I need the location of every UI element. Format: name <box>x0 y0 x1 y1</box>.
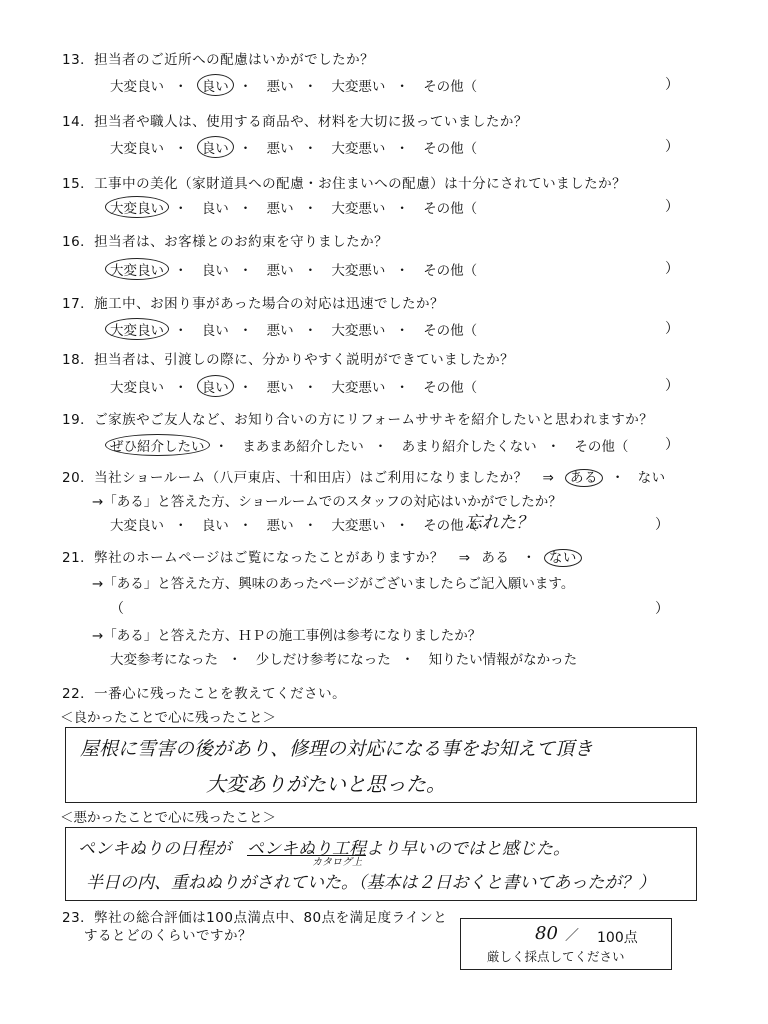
q21-paren-close: ） <box>655 601 669 617</box>
q20-question: 20．当社ショールーム（八戸東店、十和田店）はご利用になりましたか？ ⇒ ある ・ ない <box>62 470 666 486</box>
q15-opt-2[interactable]: 良い <box>201 201 229 217</box>
q19-options: ぜひ紹介したい ・ まあまあ紹介したい ・ あまり紹介したくない ・ その他（ <box>110 434 628 456</box>
q21-sub2: →「ある」と答えた方、ＨＰの施工事例は参考になりましたか？ <box>92 628 482 644</box>
q23-score: 80 <box>535 923 558 944</box>
q16-paren: ） <box>665 261 679 277</box>
q23-max: 100点 <box>597 930 638 946</box>
q22-good-line1: 屋根に雪害の後があり、修理の対応になる事をお知えて頂き <box>80 738 594 760</box>
q23-score-box[interactable] <box>460 918 672 970</box>
q21-opt-2[interactable]: 少しだけ参考になった <box>255 652 391 668</box>
q15-opt-3[interactable]: 悪い <box>266 201 294 217</box>
q19-question: 19．ご家族やご友人など、お知り合いの方にリフォームササキを紹介したいと思われますか？ <box>62 412 654 428</box>
q14-opt-5[interactable]: その他（ <box>423 141 478 157</box>
q23-question-line2: するとどのくらいですか？ <box>84 928 252 944</box>
q20-question-text: 20．当社ショールーム（八戸東店、十和田店）はご利用になりましたか？ <box>62 470 528 486</box>
q21-opt-1[interactable]: 大変参考になった <box>110 652 218 668</box>
q17-question: 17．施工中、お困り事があった場合の対応は迅速でしたか？ <box>62 296 445 312</box>
q13-paren: ） <box>665 77 679 93</box>
q18-opt-3[interactable]: 悪い <box>266 380 294 396</box>
q20-opt-4[interactable]: 大変悪い <box>331 518 386 534</box>
q20-opt-2[interactable]: 良い <box>201 518 229 534</box>
q20-no[interactable]: ない <box>637 470 666 486</box>
q14-opt-4[interactable]: 大変悪い <box>331 141 386 157</box>
q20-sub-question: →「ある」と答えた方、ショールームでのスタッフの対応はいかがでしたか？ <box>92 494 562 510</box>
q19-opt-2[interactable]: まあまあ紹介したい <box>242 439 364 455</box>
q16-opt-1-selected[interactable]: 大変良い <box>105 258 169 280</box>
q22-bad-line1-underlined: ペンキぬり工程 <box>247 839 366 859</box>
q23-note: 厳しく採点してください <box>487 949 625 964</box>
q15-opt-4[interactable]: 大変悪い <box>331 201 386 217</box>
q18-opt-4[interactable]: 大変悪い <box>331 380 386 396</box>
q17-opt-3[interactable]: 悪い <box>266 323 294 339</box>
q17-opt-5[interactable]: その他（ <box>423 323 478 339</box>
q17-opt-1-selected[interactable]: 大変良い <box>105 318 169 340</box>
q20-opt-5[interactable]: その他（ <box>423 518 478 534</box>
q21-paren-open: （ <box>110 601 124 617</box>
q20-paren: ） <box>655 517 669 533</box>
q14-options: 大変良い ・ 良い ・ 悪い ・ 大変悪い ・ その他（ <box>110 136 477 158</box>
q23-slash: ／ <box>565 928 579 944</box>
q22-bad-line1-start: ペンキぬりの日程が <box>78 839 231 859</box>
q18-options: 大変良い ・ 良い ・ 悪い ・ 大変悪い ・ その他（ <box>110 375 477 397</box>
q17-opt-4[interactable]: 大変悪い <box>331 323 386 339</box>
q13-opt-4[interactable]: 大変悪い <box>331 79 386 95</box>
q20-opt-1[interactable]: 大変良い <box>110 518 164 534</box>
q20-yes-selected[interactable]: ある <box>565 469 603 487</box>
q20-handwritten: 忘れた？ <box>465 513 533 533</box>
q22-bad-label: ＜悪かったことで心に残ったこと＞ <box>60 810 276 826</box>
q19-opt-1-selected[interactable]: ぜひ紹介したい <box>105 434 210 456</box>
q20-opt-3[interactable]: 悪い <box>266 518 294 534</box>
q20-arrow: ⇒ <box>542 470 555 486</box>
q22-good-box[interactable] <box>65 727 697 803</box>
q14-opt-3[interactable]: 悪い <box>266 141 294 157</box>
q13-opt-3[interactable]: 悪い <box>266 79 294 95</box>
q21-yes[interactable]: ある <box>481 550 510 566</box>
q21-sub1: →「ある」と答えた方、興味のあったページがございましたらご記入願います。 <box>92 576 575 592</box>
q21-arrow: ⇒ <box>458 550 471 566</box>
q22-bad-note: カタログ上 <box>312 857 362 868</box>
q21-question-text: 21．弊社のホームページはご覧になったことがありますか？ <box>62 550 444 566</box>
q20-options: 大変良い ・ 良い ・ 悪い ・ 大変悪い ・ その他（ <box>110 514 477 534</box>
q13-question: 13．担当者のご近所への配慮はいかがでしたか？ <box>62 52 375 68</box>
q21-options: 大変参考になった ・ 少しだけ参考になった ・ 知りたい情報がなかった <box>110 648 577 668</box>
q13-options: 大変良い ・ 良い ・ 悪い ・ 大変悪い ・ その他（ <box>110 74 477 96</box>
q19-opt-4[interactable]: その他（ <box>574 439 629 455</box>
q19-opt-3[interactable]: あまり紹介したくない <box>401 439 537 455</box>
q17-options: 大変良い ・ 良い ・ 悪い ・ 大変悪い ・ その他（ <box>110 318 477 340</box>
q16-opt-4[interactable]: 大変悪い <box>331 263 386 279</box>
q21-no-selected[interactable]: ない <box>544 549 582 567</box>
q15-opt-1-selected[interactable]: 大変良い <box>105 196 169 218</box>
q18-opt-5[interactable]: その他（ <box>423 380 478 396</box>
q14-question: 14．担当者や職人は、使用する商品や、材料を大切に扱っていましたか？ <box>62 114 528 130</box>
q22-good-line2: 大変ありがたいと思った。 <box>206 772 446 796</box>
q14-opt-1[interactable]: 大変良い <box>110 141 164 157</box>
q22-question: 22．一番心に残ったことを教えてください。 <box>62 686 347 702</box>
q17-opt-2[interactable]: 良い <box>201 323 229 339</box>
q13-opt-5[interactable]: その他（ <box>423 79 478 95</box>
q14-opt-2-selected[interactable]: 良い <box>197 136 234 158</box>
q14-paren: ） <box>665 139 679 155</box>
q15-options: 大変良い ・ 良い ・ 悪い ・ 大変悪い ・ その他（ <box>110 196 477 218</box>
q15-question: 15．工事中の美化（家財道具への配慮・お住まいへの配慮）は十分にされていましたか？ <box>62 176 627 192</box>
q18-opt-2-selected[interactable]: 良い <box>197 375 234 397</box>
q16-question: 16．担当者は、お客様とのお約束を守りましたか？ <box>62 234 389 250</box>
q16-opt-5[interactable]: その他（ <box>423 263 478 279</box>
q17-paren: ） <box>665 321 679 337</box>
q16-opt-2[interactable]: 良い <box>201 263 229 279</box>
q18-question: 18．担当者は、引渡しの際に、分かりやすく説明ができていましたか？ <box>62 352 515 368</box>
q13-opt-1[interactable]: 大変良い <box>110 79 164 95</box>
q16-options: 大変良い ・ 良い ・ 悪い ・ 大変悪い ・ その他（ <box>110 258 477 280</box>
q19-paren: ） <box>665 437 679 453</box>
q21-question: 21．弊社のホームページはご覧になったことがありますか？ ⇒ ある ・ ない <box>62 546 577 566</box>
q15-paren: ） <box>665 199 679 215</box>
q22-bad-box[interactable] <box>65 827 697 901</box>
q23-question-line1: 23．弊社の総合評価は100点満点中、80点を満足度ラインと <box>62 910 448 926</box>
q18-paren: ） <box>665 378 679 394</box>
q21-opt-3[interactable]: 知りたい情報がなかった <box>428 652 578 668</box>
q15-opt-5[interactable]: その他（ <box>423 201 478 217</box>
q18-opt-1[interactable]: 大変良い <box>110 380 164 396</box>
q13-opt-2-selected[interactable]: 良い <box>197 74 234 96</box>
q22-good-label: ＜良かったことで心に残ったこと＞ <box>60 710 276 726</box>
q22-bad-line1-end: より早いのではと感じた。 <box>366 839 570 859</box>
q16-opt-3[interactable]: 悪い <box>266 263 294 279</box>
q22-bad-line2: 半日の内、重ねぬりがされていた。（基本は２日おくと書いてあったが？） <box>86 873 656 893</box>
